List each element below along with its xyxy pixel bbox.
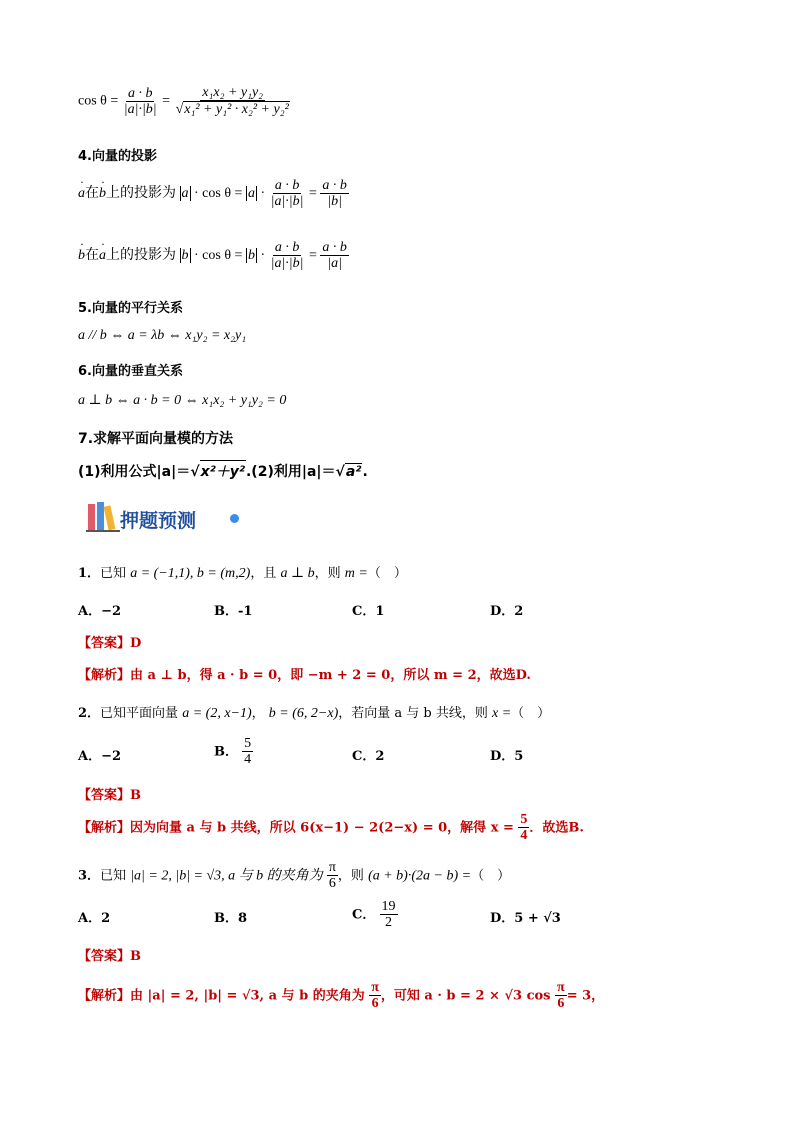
section-6-title: 6.向量的垂直关系 [78, 364, 183, 379]
banner-title: 押题预测 [120, 510, 197, 532]
cos-frac-vectors: $\frac{a \cdot b}{|a|\cdot|b|}$ [123, 85, 157, 117]
cos-frac-coords: $\frac{\text{x₁x₂ + y₁y₂}}{\text{√x₁² + y₁² · x₂² + y₂²}}$ [175, 85, 289, 118]
perpendicular-formula: a ⊥ b ⇔ a · b = 0 ⇔ x₁x₂ + y₁y₂ = 0 [78, 393, 287, 408]
question-2-analysis: 【解析】因为向量 a 与 b 共线，所以 6(x−1) − 2(2−x) = 0，解得 x = $\frac{5}{4}$ ．故选B. [78, 812, 584, 844]
question-2-option-c[interactable]: C．2 [352, 749, 385, 764]
cos-lhs: cos θ = [78, 93, 119, 109]
question-1-stem: 1．已知 a = (−1,1), b = (m,2)，且 a ⊥ b，则 m =（ ） [78, 566, 407, 581]
banner-dot-icon [230, 514, 239, 523]
parallel-formula: a // b ⇔ a = λb ⇔ x₁y₂ = x₂y₁ [78, 328, 247, 343]
question-1-option-d[interactable]: D．2 [490, 604, 524, 619]
question-2-option-b[interactable]: B． $\frac{5}{4}$ [214, 736, 252, 768]
section-7-title: 7.求解平面向量模的方法 [78, 431, 234, 447]
question-1-option-a[interactable]: A．−2 [78, 604, 122, 619]
question-1-answer: 【答案】D [78, 636, 142, 651]
question-2-option-d[interactable]: D．5 [490, 749, 524, 764]
modulus-methods: (1)利用公式|a|＝√x²＋y².(2)利用|a|＝√a². [78, 460, 368, 481]
question-3-option-b[interactable]: B．8 [214, 911, 248, 926]
prediction-banner [86, 500, 246, 534]
question-3-option-a[interactable]: A．2 [78, 911, 111, 926]
question-1-option-b[interactable]: B．-1 [214, 604, 253, 619]
question-3-analysis: 【解析】由 |a| = 2, |b| = √3, a 与 b 的夹角为 $\frac{\pi}{6}$ ，可知 a · b = 2 × √3 cos $\frac{\pi}{6}$ = 3， [78, 980, 605, 1012]
cos-formula: cos θ = $\frac{a \cdot b}{|a|\cdot|b|}$ = $\frac{\text{x₁x₂ + y₁y₂}}{\text{√x₁² + y₁² · x₂² + y₂²}}$ [78, 85, 292, 118]
question-3-stem: 3．已知 |a| = 2, |b| = √3, a 与 b 的夹角为 $\frac{\pi}{6}$ ，则 (a + b)·(2a − b) =（ ） [78, 860, 511, 892]
question-2-stem: 2．已知平面向量 a = (2, x−1)， b = (6, 2−x)，若向量 a 与 b 共线，则 x =（ ） [78, 706, 551, 721]
question-1-analysis: 【解析】由 a ⊥ b，得 a · b = 0，即 −m + 2 = 0，所以 m = 2，故选D. [78, 668, 531, 683]
projection-a-on-b: · a在· b上的投影为 a · cos θ = a · $\frac{a \cdot b}{|a|\cdot|b|}$ = $\frac{a \cdot b}{|b|}$ [78, 178, 349, 210]
question-2-answer: 【答案】B [78, 788, 142, 803]
section-4-title: 4.向量的投影 [78, 149, 157, 164]
question-3-option-c[interactable]: C． $\frac{19}{2}$ [352, 899, 396, 931]
question-3-option-d[interactable]: D．5 + √3 [490, 911, 561, 926]
section-5-title: 5.向量的平行关系 [78, 301, 183, 316]
question-3-answer: 【答案】B [78, 949, 142, 964]
projection-b-on-a: · b在· a上的投影为 b · cos θ = b · $\frac{a \cdot b}{|a|\cdot|b|}$ = $\frac{a \cdot b}{|a|}$ [78, 240, 349, 272]
question-1-option-c[interactable]: C．1 [352, 604, 385, 619]
question-2-option-a[interactable]: A．−2 [78, 749, 122, 764]
